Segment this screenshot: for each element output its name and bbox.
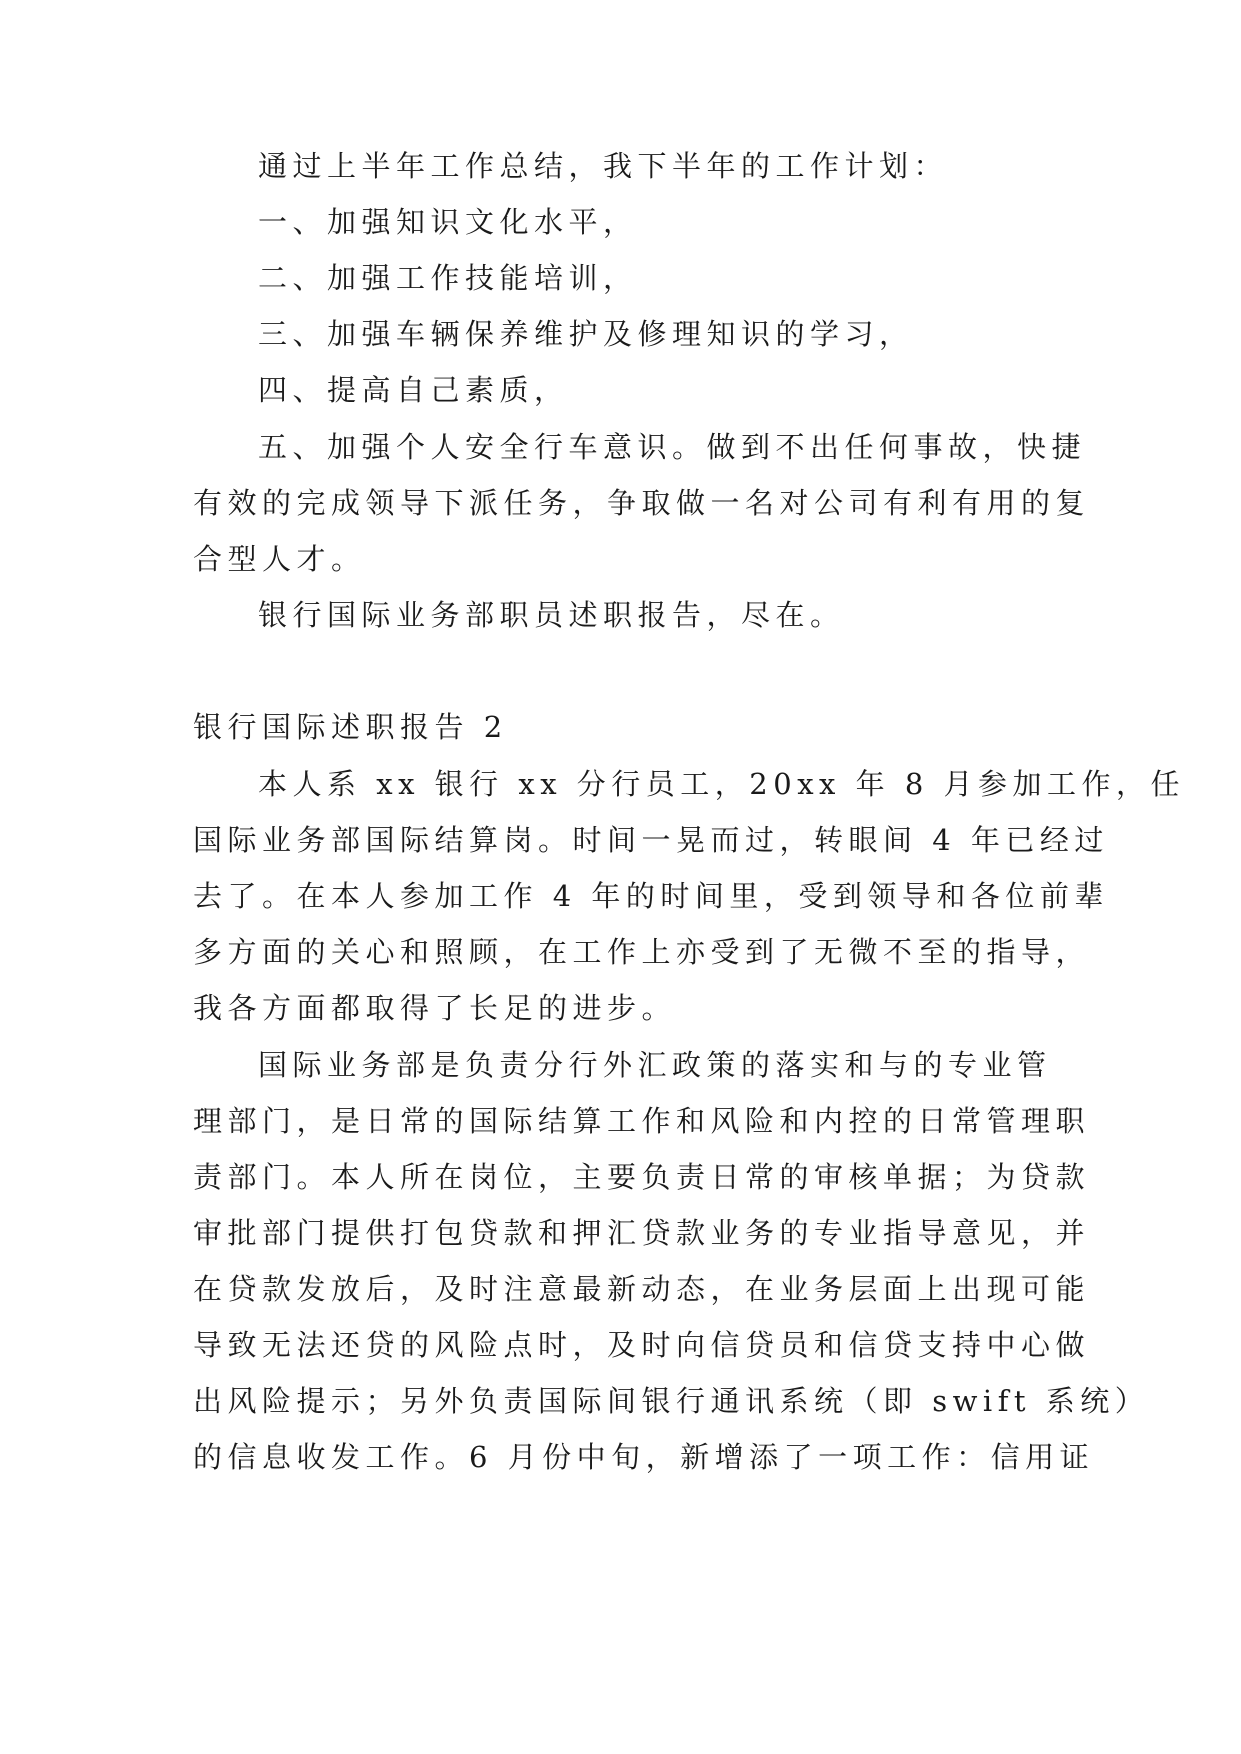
report2-p1-line-3: 去了。在本人参加工作 4 年的时间里，受到领导和各位前辈 <box>193 879 1109 913</box>
plan-item-2: 二、加强工作技能培训， <box>258 261 638 295</box>
plan-closing-line: 银行国际业务部职员述职报告，尽在。 <box>258 598 845 632</box>
plan-item-4: 四、提高自己素质， <box>258 373 569 407</box>
report2-p2-line-4: 审批部门提供打包贷款和押汇贷款业务的专业指导意见，并 <box>193 1216 1091 1250</box>
report2-p2-line-1: 国际业务部是负责分行外汇政策的落实和与的专业管 <box>258 1048 1052 1082</box>
plan-intro-line: 通过上半年工作总结，我下半年的工作计划： <box>258 149 949 183</box>
report2-p2-line-2: 理部门，是日常的国际结算工作和风险和内控的日常管理职 <box>193 1104 1091 1138</box>
report2-heading: 银行国际述职报告 2 <box>193 710 508 744</box>
report2-p1-line-4: 多方面的关心和照顾，在工作上亦受到了无微不至的指导， <box>193 935 1091 969</box>
plan-item-5-line-2: 有效的完成领导下派任务，争取做一名对公司有利有用的复 <box>193 486 1091 520</box>
plan-item-5-line-1: 五、加强个人安全行车意识。做到不出任何事故，快捷 <box>258 430 1087 464</box>
report2-p2-line-7: 出风险提示；另外负责国际间银行通讯系统（即 swift 系统） <box>193 1384 1150 1418</box>
report2-p2-line-6: 导致无法还贷的风险点时，及时向信贷员和信贷支持中心做 <box>193 1328 1091 1362</box>
report2-p2-line-8: 的信息收发工作。6 月份中旬，新增添了一项工作：信用证 <box>193 1440 1095 1474</box>
report2-p1-line-2: 国际业务部国际结算岗。时间一晃而过，转眼间 4 年已经过 <box>193 823 1109 857</box>
plan-item-5-line-3: 合型人才。 <box>193 542 366 576</box>
report2-p2-line-5: 在贷款发放后，及时注意最新动态，在业务层面上出现可能 <box>193 1272 1091 1306</box>
report2-p1-line-1: 本人系 xx 银行 xx 分行员工，20xx 年 8 月参加工作，任 <box>258 767 1186 801</box>
plan-item-1: 一、加强知识文化水平， <box>258 205 638 239</box>
report2-p1-line-5: 我各方面都取得了长足的进步。 <box>193 991 677 1025</box>
report2-p2-line-3: 责部门。本人所在岗位，主要负责日常的审核单据；为贷款 <box>193 1160 1091 1194</box>
plan-item-3: 三、加强车辆保养维护及修理知识的学习， <box>258 317 914 351</box>
